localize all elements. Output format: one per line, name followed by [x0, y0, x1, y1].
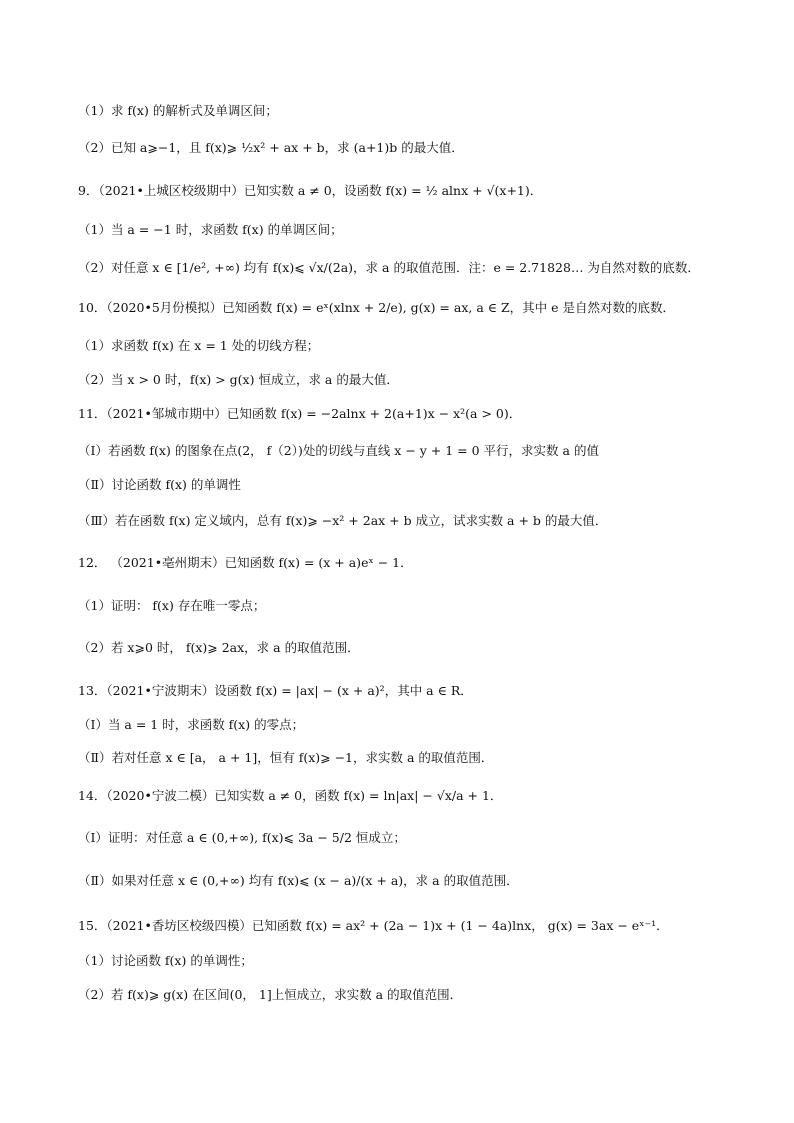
problem-15-stem: 15．（2021•香坊区校级四模）已知函数 f(x) = ax² + (2a − 1)x + (1 − 4a)lnx， g(x) = 3ax − eˣ⁻¹． — [78, 918, 669, 933]
problem-11-part-3: （Ⅲ）若在函数 f(x) 定义域内，总有 f(x)⩾ −x² + 2ax + b 成立，试求实数 a + b 的最大值． — [78, 513, 608, 528]
problem-15-part-1: （1）讨论函数 f(x) 的单调性； — [78, 953, 253, 968]
problem-8-part-2: （2）已知 a⩾−1，且 f(x)⩾ ½x² + ax + b，求 (a+1)b 的最大值． — [78, 140, 464, 155]
problem-10-part-1: （1）求函数 f(x) 在 x = 1 处的切线方程； — [78, 338, 320, 353]
problem-11-part-2: （Ⅱ）讨论函数 f(x) 的单调性 — [78, 477, 241, 492]
problem-10-part-2: （2）当 x > 0 时，f(x) > g(x) 恒成立，求 a 的最大值． — [78, 372, 399, 387]
problem-13-part-2: （Ⅱ）若对任意 x ∈ [a， a + 1]，恒有 f(x)⩾ −1，求实数 a 的取值范围． — [78, 750, 494, 765]
problem-10-stem: 10．（2020•5月份模拟）已知函数 f(x) = eˣ(xlnx + 2/e), g(x) = ax, a ∈ Z，其中 e 是自然对数的底数． — [78, 300, 675, 315]
problem-9-part-1: （1）当 a = −1 时，求函数 f(x) 的单调区间； — [78, 222, 343, 237]
problem-12-stem: 12． （2021•亳州期末）已知函数 f(x) = (x + a)eˣ − 1． — [78, 555, 413, 570]
problem-14-stem: 14．（2020•宁波二模）已知实数 a ≠ 0，函数 f(x) = ln|ax| − √x/a + 1． — [78, 788, 503, 803]
problem-11-part-1: （Ⅰ）若函数 f(x) 的图象在点(2， f（2）)处的切线与直线 x − y + 1 = 0 平行，求实数 a 的值 — [78, 443, 599, 458]
problem-14-part-2: （Ⅱ）如果对任意 x ∈ (0,+∞) 均有 f(x)⩽ (x − a)/(x + a)，求 a 的取值范围． — [78, 873, 519, 888]
problem-13-part-1: （Ⅰ）当 a = 1 时，求函数 f(x) 的零点； — [78, 717, 305, 732]
problem-12-part-2: （2）若 x⩾0 时， f(x)⩾ 2ax，求 a 的取值范围． — [78, 640, 360, 655]
problem-13-stem: 13．（2021•宁波期末）设函数 f(x) = |ax| − (x + a)²，其中 a ∈ R． — [78, 683, 473, 698]
problem-11-stem: 11．（2021•邹城市期中）已知函数 f(x) = −2alnx + 2(a+1)x − x²(a > 0)． — [78, 406, 522, 421]
problem-12-part-1: （1）证明： f(x) 存在唯一零点； — [78, 598, 266, 613]
problem-9-stem: 9．（2021•上城区校级期中）已知实数 a ≠ 0，设函数 f(x) = ½ alnx + √(x+1)． — [78, 183, 543, 198]
problem-9-part-2: （2）对任意 x ∈ [1/e², +∞) 均有 f(x)⩽ √x/(2a)，求 a 的取值范围．注：e = 2.71828… 为自然对数的底数． — [78, 260, 700, 275]
problem-8-part-1: （1）求 f(x) 的解析式及单调区间； — [78, 103, 278, 118]
problem-14-part-1: （Ⅰ）证明：对任意 a ∈ (0,+∞), f(x)⩽ 3a − 5/2 恒成立； — [78, 830, 406, 845]
problem-15-part-2: （2）若 f(x)⩾ g(x) 在区间(0， 1]上恒成立，求实数 a 的取值范围． — [78, 987, 463, 1002]
